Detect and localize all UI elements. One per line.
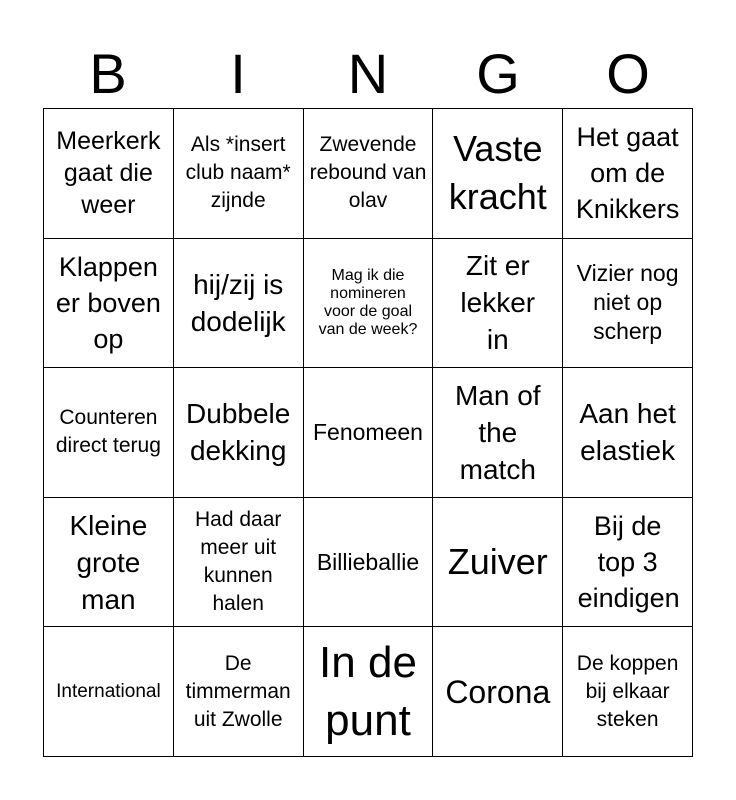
bingo-cell[interactable] <box>563 627 693 757</box>
cell-text: Vizier nog niet op scherp <box>576 260 679 345</box>
cell-text: In de punt <box>319 637 417 745</box>
bingo-cell[interactable] <box>44 627 174 757</box>
header-letter-i: I <box>230 42 246 105</box>
cell-text: Zit er lekker in <box>460 250 536 356</box>
bingo-cell[interactable] <box>174 109 304 239</box>
cell-text: Als *insert club naam* zijnde <box>185 133 291 213</box>
bingo-cell[interactable] <box>433 498 563 628</box>
bingo-cell[interactable] <box>44 498 174 628</box>
bingo-cell[interactable] <box>304 498 434 628</box>
cell-text: De koppen bij elkaar steken <box>576 651 679 731</box>
cell-text: De timmerman uit Zwolle <box>185 651 291 731</box>
bingo-cell[interactable] <box>174 368 304 498</box>
bingo-cell[interactable] <box>174 498 304 628</box>
cell-text: Dubbele dekking <box>186 398 291 467</box>
bingo-cell[interactable] <box>304 109 434 239</box>
bingo-cell[interactable] <box>304 368 434 498</box>
header-letter-n: N <box>347 42 389 105</box>
cell-text: Klappen er boven op <box>55 251 161 354</box>
header-letter-b: B <box>89 42 127 105</box>
bingo-cell[interactable] <box>433 368 563 498</box>
bingo-grid <box>43 108 693 757</box>
cell-text: International <box>56 680 161 702</box>
bingo-cell[interactable] <box>44 368 174 498</box>
bingo-cell[interactable] <box>44 239 174 369</box>
cell-text: hij/zij is dodelijk <box>190 268 286 337</box>
cell-text: Had daar meer uit kunnen halen <box>194 508 282 616</box>
cell-text: Meerkerk gaat die weer <box>56 127 161 220</box>
bingo-cell[interactable] <box>174 627 304 757</box>
cell-text: Counteren direct terug <box>55 406 161 458</box>
bingo-cell[interactable] <box>433 627 563 757</box>
header-letter-g: G <box>476 42 520 105</box>
bingo-cell[interactable] <box>174 239 304 369</box>
bingo-cell[interactable] <box>433 239 563 369</box>
bingo-cell[interactable] <box>563 239 693 369</box>
bingo-cell[interactable] <box>44 109 174 239</box>
cell-text: Het gaat om de Knikkers <box>575 122 680 225</box>
bingo-cell[interactable] <box>563 109 693 239</box>
bingo-cell[interactable] <box>304 239 434 369</box>
cell-text: Zwevende rebound van olav <box>309 133 427 213</box>
cell-text: Bij de top 3 eindigen <box>577 511 680 614</box>
cell-text: Man of the match <box>454 379 541 485</box>
cell-text: Aan het elastiek <box>579 398 676 467</box>
bingo-cell[interactable] <box>563 498 693 628</box>
cell-text: Zuiver <box>447 541 548 583</box>
cell-text: Vaste kracht <box>448 128 547 218</box>
cell-text: Corona <box>445 673 551 710</box>
cell-text: Billieballie <box>316 548 420 575</box>
bingo-cell[interactable] <box>304 627 434 757</box>
bingo-cell[interactable] <box>433 109 563 239</box>
bingo-cell[interactable] <box>563 368 693 498</box>
cell-text: Kleine grote man <box>69 509 148 615</box>
cell-text: Mag ik die nomineren voor de goal van de week? <box>318 266 418 338</box>
cell-text: Fenomeen <box>313 418 423 445</box>
header-letter-o: O <box>606 42 650 105</box>
bingo-header <box>43 40 693 108</box>
